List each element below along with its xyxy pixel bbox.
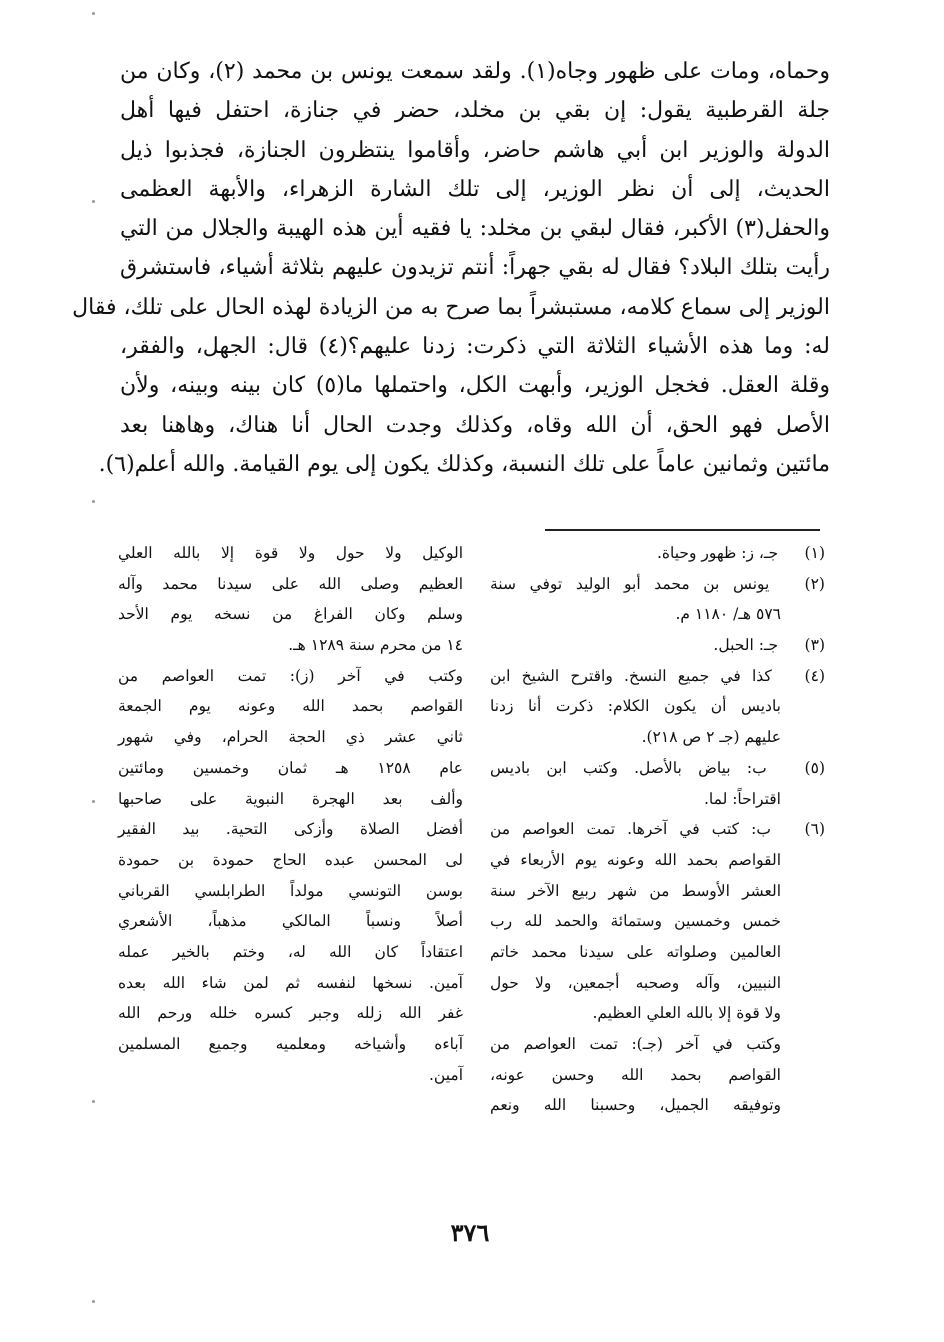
footnote-text-line: آمين. نسخها لنفسه ثم لمن شاء الله بعده	[118, 973, 463, 992]
footnote-text: ب: كتب في آخرها. تمت العواصم من	[490, 820, 771, 839]
footnote-text-line: ولا قوة إلا بالله العلي العظيم.	[592, 1004, 781, 1023]
footnote-text-line: باديس أن يكون الكلام: ذكرت أنا زدنا	[490, 697, 781, 716]
scan-speck	[92, 12, 95, 15]
footnote-number: (٢)	[804, 574, 825, 593]
main-line: له: وما هذه الأشياء الثلاثة التي ذكرت: زدنا عليهم؟(٤) قال: الجهل، والفقر،	[120, 334, 830, 360]
main-line: الدولة والوزير ابن أبي هاشم حاضر، وأقاموا ينتظرون الجنازة، فجذبوا ذيل	[120, 137, 830, 163]
footnote-text-line: ١٤ من محرم سنة ١٢٨٩ هـ.	[288, 636, 463, 655]
footnotes-left-column	[118, 538, 463, 1090]
footnote-text-line: القواصم بحمد الله وحسن عونه،	[490, 1065, 781, 1084]
main-line: مائتين وثمانين عاماً على تلك النسبة، وكذلك يكون إلى يوم القيامة. والله أعلم(٦).	[98, 451, 830, 477]
main-line: رأيت بتلك البلاد؟ فقال له بقي جهراً: أنتم تزيدون عليهم بثلاثة أشياء، فاستشرق	[120, 255, 830, 281]
main-line: جلة القرطبية يقول: إن بقي بن مخلد، حضر في جنازة، احتفل فيها أهل	[120, 98, 830, 124]
footnote-text-line: العظيم وصلى الله على سيدنا محمد وآله	[118, 574, 463, 593]
footnote-5	[490, 753, 825, 784]
footnote-text-line: عام ١٢٥٨ هـ ثمان وخمسين ومائتين	[118, 758, 463, 777]
footnote-text-line: عليهم (جـ ٢ ص ٢١٨).	[641, 728, 781, 747]
main-line: وحماه، ومات على ظهور وجاه(١). ولقد سمعت يونس بن محمد (٢)، وكان من	[120, 59, 830, 84]
footnote-text-line: النبيين، وآله وصحبه أجمعين، ولا حول	[490, 973, 781, 992]
footnote-text-line: العشر الأوسط من شهر ربيع الآخر سنة	[490, 881, 781, 900]
main-line: والحفل(٣) الأكبر، فقال لبقي بن مخلد: يا فقيه أين هذه الهيبة والجلال من التي	[120, 216, 830, 242]
main-body-text	[72, 52, 830, 484]
scan-speck	[92, 1300, 95, 1303]
scan-speck	[92, 1100, 95, 1103]
footnote-text-line: أصلاً ونسباً المالكي مذهباً، الأشعري	[118, 912, 463, 931]
scan-speck	[92, 200, 95, 203]
main-line: الأصل فهو الحق، أن الله وقاه، وكذلك وجدت الحال أنا هناك، وهاهنا بعد	[120, 412, 830, 438]
footnote-number: (١)	[804, 544, 825, 562]
footnote-text-line: وتوفيقه الجميل، وحسبنا الله ونعم	[490, 1096, 781, 1115]
main-line: الوزير إلى سماع كلامه، مستبشراً بما صرح به من الزيادة لهذه الحال على تلك، فقال	[72, 294, 830, 320]
footnote-text-line: وألف بعد الهجرة النبوية على صاحبها	[118, 789, 463, 808]
footnote-text-line: اعتقاداً كان الله له، وختم بالخير عمله	[118, 942, 463, 961]
footnote-number: (٥)	[804, 758, 825, 777]
page-number: ٣٧٦	[450, 1218, 490, 1247]
footnote-text-line: العالمين وصلواته على سيدنا محمد خاتم	[490, 942, 781, 961]
footnote-text-line: بوسن التونسي مولداً الطرابلسي القرباني	[118, 881, 463, 900]
footnote-text-line: اقتراحاً: لما.	[703, 789, 781, 808]
footnote-text-line: وكتب في آخر (جـ): تمت العواصم من	[490, 1035, 781, 1053]
footnote-text-line: وسلم وكان الفراغ من نسخه يوم الأحد	[118, 605, 463, 624]
footnote-text: جـ، ز: ظهور وحياة.	[656, 544, 779, 562]
footnote-3	[490, 630, 825, 661]
footnote-text: ب: بياض بالأصل. وكتب ابن باديس	[490, 758, 767, 777]
footnote-number: (٦)	[804, 820, 825, 839]
footnotes-right-column	[490, 538, 825, 1121]
footnote-text-line: ثاني عشر ذي الحجة الحرام، وفي شهور	[118, 728, 463, 747]
footnote-text: جـ: الحبل.	[713, 636, 779, 655]
footnote-number: (٤)	[804, 666, 825, 685]
footnote-text-line: الوكيل ولا حول ولا قوة إلا بالله العلي	[118, 544, 463, 562]
footnote-text-line: غفر الله زلله وجبر كسره خلله ورحم الله	[118, 1004, 463, 1023]
main-line: الحديث، إلى أن نظر الوزير، إلى تلك الشارة الزهراء، والأبهة العظمى	[120, 176, 830, 202]
footnote-text-line: آمين.	[428, 1065, 463, 1084]
footnote-text-line: وكتب في آخر (ز): تمت العواصم من	[118, 666, 463, 685]
footnote-text-line: لى المحسن عبده الحاج حمودة بن حمودة	[118, 850, 463, 869]
footnote-text-line: خمس وخمسين وستمائة والحمد لله رب	[490, 912, 781, 931]
footnote-6	[490, 814, 825, 845]
footnote-text-line: ٥٧٦ هـ/ ١١٨٠ م.	[675, 605, 781, 624]
main-line: وقلة العقل. فخجل الوزير، وأبهت الكل، واحتملها ما(٥) كان بينه وبينه، ولأن	[120, 373, 830, 399]
scan-speck	[92, 800, 95, 803]
footnote-text-line: القواصم بحمد الله وعونه يوم الأربعاء في	[490, 850, 781, 869]
footnote-text-line: آباءه وأشياخه ومعلميه وجميع المسلمين	[118, 1035, 463, 1053]
scan-speck	[92, 500, 95, 503]
footnote-1	[490, 538, 825, 569]
footnote-4	[490, 661, 825, 692]
footnote-divider	[545, 529, 820, 531]
footnote-number: (٣)	[804, 636, 825, 655]
footnote-text-line: أفضل الصلاة وأزكى التحية. بيد الفقير	[118, 820, 463, 839]
footnote-text: كذا في جميع النسخ. واقترح الشيخ ابن	[490, 666, 772, 685]
footnote-2	[490, 569, 825, 600]
footnote-text: يونس بن محمد أبو الوليد توفي سنة	[490, 574, 770, 593]
footnote-text-line: القواصم بحمد الله وعونه يوم الجمعة	[118, 697, 463, 716]
